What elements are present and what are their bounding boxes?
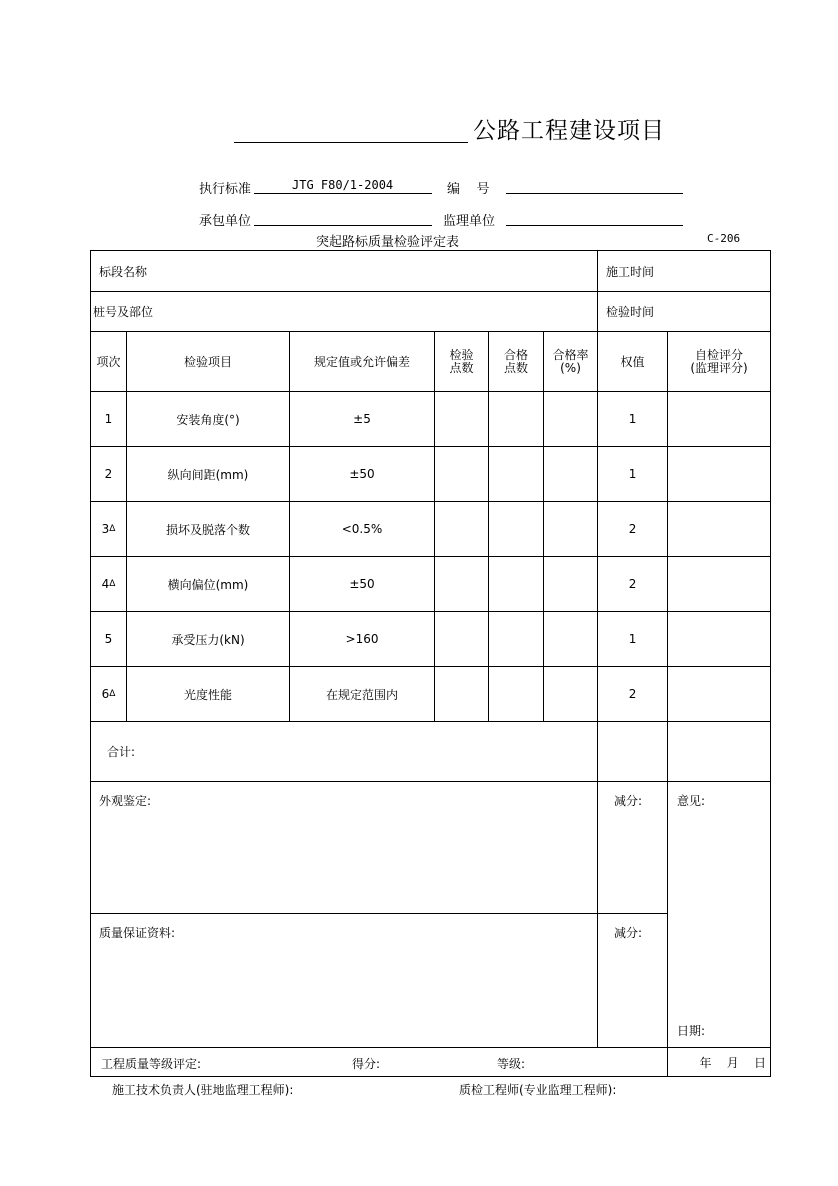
table-row xyxy=(91,667,771,722)
table-row xyxy=(91,557,771,612)
key-item-icon: Δ xyxy=(109,689,116,699)
row-check-points[interactable] xyxy=(435,392,489,447)
row-pass-points[interactable] xyxy=(489,447,544,502)
row-pass-rate[interactable] xyxy=(544,447,598,502)
table-row xyxy=(91,502,771,557)
column-header-row xyxy=(91,332,771,392)
row-pass-rate[interactable] xyxy=(544,502,598,557)
deduct-cell-2[interactable] xyxy=(598,914,668,1048)
row-no-text: 2 xyxy=(104,467,113,481)
row-spec: <0.5% xyxy=(290,502,435,557)
row-no xyxy=(91,612,127,667)
row-item: 光度性能 xyxy=(127,667,290,722)
row-weight: 1 xyxy=(598,447,668,502)
page-title: 公路工程建设项目 xyxy=(473,118,665,144)
row-self-score[interactable] xyxy=(668,557,771,612)
row-check-points[interactable] xyxy=(435,447,489,502)
row-no xyxy=(91,667,127,722)
row-no xyxy=(91,502,127,557)
col-spec: 规定值或允许偏差 xyxy=(290,332,435,392)
row-weight: 1 xyxy=(598,612,668,667)
row-no-text: 6 xyxy=(101,687,110,701)
opinion-cell[interactable] xyxy=(668,782,771,1048)
table-row xyxy=(91,612,771,667)
station-row xyxy=(91,292,771,332)
station-label: 桩号及部位 xyxy=(93,305,154,319)
col-item-no: 项次 xyxy=(91,332,127,392)
col-check-item: 检验项目 xyxy=(127,332,290,392)
row-pass-rate[interactable] xyxy=(544,667,598,722)
contractor-label: 承包单位 xyxy=(199,214,252,229)
inspection-table xyxy=(90,250,771,1077)
key-item-icon: Δ xyxy=(109,524,116,534)
row-pass-points[interactable] xyxy=(489,557,544,612)
inspection-time-cell[interactable] xyxy=(598,292,771,332)
row-check-points[interactable] xyxy=(435,667,489,722)
row-no xyxy=(91,557,127,612)
score-label: 得分: xyxy=(352,1057,381,1071)
row-self-score[interactable] xyxy=(668,612,771,667)
row-pass-rate[interactable] xyxy=(544,612,598,667)
total-cell xyxy=(91,722,598,782)
col-pass-rate xyxy=(544,332,598,392)
row-no-text: 5 xyxy=(104,632,113,646)
total-row xyxy=(91,722,771,782)
row-check-points[interactable] xyxy=(435,612,489,667)
supervisor-label: 监理单位 xyxy=(443,214,496,229)
col-check-points-line1: 检验 xyxy=(449,347,474,362)
row-self-score[interactable] xyxy=(668,502,771,557)
appearance-cell[interactable] xyxy=(91,782,598,914)
row-weight: 2 xyxy=(598,667,668,722)
supervisor-field[interactable] xyxy=(506,225,683,226)
total-label: 合计: xyxy=(107,745,136,759)
row-pass-rate[interactable] xyxy=(544,557,598,612)
section-name-label: 标段名称 xyxy=(99,264,148,279)
grade-row xyxy=(91,1048,771,1077)
row-weight: 2 xyxy=(598,502,668,557)
total-score-cell[interactable] xyxy=(668,722,771,782)
deduct-cell-1[interactable] xyxy=(598,782,668,914)
col-self-score xyxy=(668,332,771,392)
station-cell[interactable] xyxy=(91,292,598,332)
table-row xyxy=(91,447,771,502)
ymd-label: 年 月 日 xyxy=(699,1055,767,1070)
row-weight: 1 xyxy=(598,392,668,447)
col-pass-rate-line2: (%) xyxy=(560,360,581,375)
row-item: 横向偏位(mm) xyxy=(127,557,290,612)
row-spec: ±50 xyxy=(290,557,435,612)
col-pass-points-line1: 合格 xyxy=(503,347,528,362)
col-check-points xyxy=(435,332,489,392)
construction-lead-signature[interactable]: 施工技术负责人(驻地监理工程师): xyxy=(112,1083,294,1097)
row-spec: ±5 xyxy=(290,392,435,447)
row-self-score[interactable] xyxy=(668,667,771,722)
row-spec: ±50 xyxy=(290,447,435,502)
opinion-label: 意见: xyxy=(677,794,706,808)
construction-time-cell[interactable] xyxy=(598,251,771,292)
row-check-points[interactable] xyxy=(435,502,489,557)
appearance-label: 外观鉴定: xyxy=(99,794,152,808)
grade-eval-cell[interactable] xyxy=(91,1048,668,1077)
row-pass-points[interactable] xyxy=(489,502,544,557)
row-no-text: 3 xyxy=(101,522,110,536)
row-pass-points[interactable] xyxy=(489,612,544,667)
col-pass-points-line2: 点数 xyxy=(503,360,528,375)
col-check-points-line2: 点数 xyxy=(449,360,474,375)
row-no xyxy=(91,447,127,502)
contractor-field[interactable] xyxy=(254,225,432,226)
quality-docs-cell[interactable] xyxy=(91,914,598,1048)
total-weight-cell[interactable] xyxy=(598,722,668,782)
row-no-text: 1 xyxy=(104,412,113,426)
grade-label: 等级: xyxy=(497,1057,526,1071)
row-weight: 2 xyxy=(598,557,668,612)
row-spec: >160 xyxy=(290,612,435,667)
deduct-label-1: 减分: xyxy=(614,794,643,808)
row-no-text: 4 xyxy=(101,577,110,591)
construction-time-label: 施工时间 xyxy=(606,264,655,279)
project-name-blank[interactable] xyxy=(234,142,468,143)
form-code: C-206 xyxy=(707,232,741,245)
exec-standard-field[interactable] xyxy=(254,193,432,194)
inspection-time-label: 检验时间 xyxy=(606,305,655,319)
col-pass-rate-line1: 合格率 xyxy=(552,347,589,362)
row-pass-points[interactable] xyxy=(489,667,544,722)
row-spec: 在规定范围内 xyxy=(290,667,435,722)
row-pass-rate[interactable] xyxy=(544,392,598,447)
col-self-score-line1: 自检评分 xyxy=(695,347,744,362)
col-weight: 权值 xyxy=(598,332,668,392)
appearance-row xyxy=(91,782,771,914)
section-name-cell[interactable] xyxy=(91,251,598,292)
form-name: 突起路标质量检验评定表 xyxy=(316,235,460,250)
quality-docs-label: 质量保证资料: xyxy=(99,926,176,940)
quality-engineer-signature[interactable]: 质检工程师(专业监理工程师): xyxy=(459,1083,617,1097)
section-row xyxy=(91,251,771,292)
grade-eval-label: 工程质量等级评定: xyxy=(101,1057,202,1071)
row-self-score[interactable] xyxy=(668,392,771,447)
table-row xyxy=(91,392,771,447)
number-field[interactable] xyxy=(506,193,683,194)
row-item: 安装角度(°) xyxy=(127,392,290,447)
col-pass-points xyxy=(489,332,544,392)
row-self-score[interactable] xyxy=(668,447,771,502)
row-check-points[interactable] xyxy=(435,557,489,612)
date-label: 日期: xyxy=(677,1024,706,1038)
row-item: 损坏及脱落个数 xyxy=(127,502,290,557)
exec-standard-value: JTG F80/1-2004 xyxy=(292,178,394,192)
key-item-icon: Δ xyxy=(109,579,116,589)
row-no xyxy=(91,392,127,447)
row-item: 承受压力(kN) xyxy=(127,612,290,667)
row-pass-points[interactable] xyxy=(489,392,544,447)
number-label: 编 号 xyxy=(447,182,490,197)
ymd-cell[interactable] xyxy=(668,1048,771,1077)
row-item: 纵向间距(mm) xyxy=(127,447,290,502)
exec-standard-label: 执行标准 xyxy=(199,182,252,197)
deduct-label-2: 减分: xyxy=(614,926,643,940)
col-self-score-line2: (监理评分) xyxy=(690,360,748,375)
